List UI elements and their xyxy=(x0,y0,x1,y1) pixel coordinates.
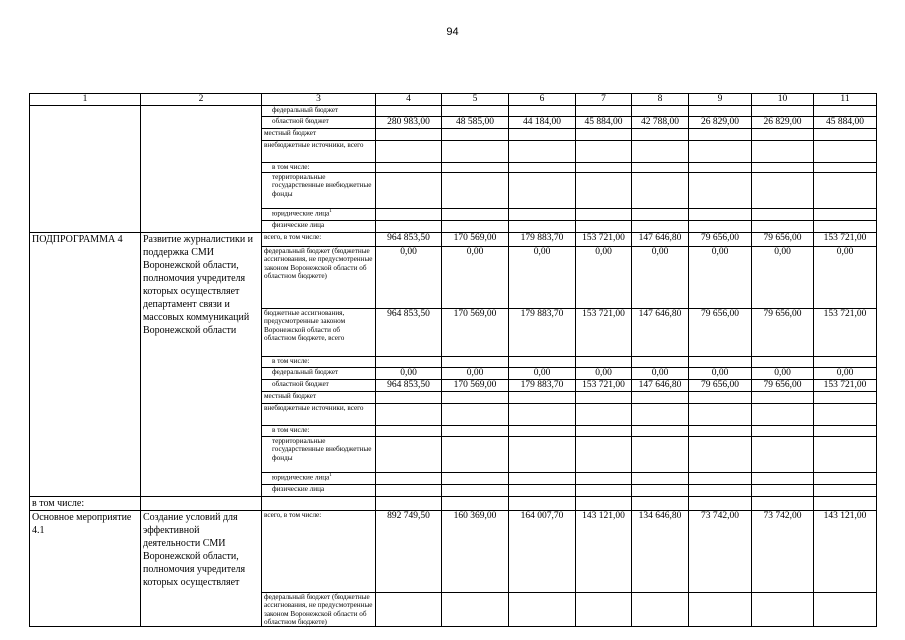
amount-cell: 179 883,70 xyxy=(509,233,576,247)
amount-cell xyxy=(752,437,814,473)
column-header: 8 xyxy=(632,94,689,106)
amount-cell xyxy=(509,485,576,497)
column-header: 6 xyxy=(509,94,576,106)
amount-cell xyxy=(442,392,509,404)
funding-source-label: территориальные государственные внебюджетные фонды xyxy=(272,173,372,198)
amount-cell: 153 721,00 xyxy=(814,380,877,392)
amount-cell xyxy=(576,209,632,221)
amount-cell xyxy=(814,437,877,473)
amount-cell xyxy=(576,473,632,485)
amount-cell xyxy=(814,221,877,233)
amount-cell: 0,00 xyxy=(376,368,442,380)
amount-cell xyxy=(509,357,576,368)
funding-source-label: федеральный бюджет (бюджетные ассигнования, не предусмотренные законом Воронежской области об областном бюджете) xyxy=(264,593,373,626)
amount-cell xyxy=(814,141,877,163)
page-number: 94 xyxy=(446,26,459,38)
amount-cell xyxy=(814,404,877,426)
amount-cell xyxy=(689,392,752,404)
amount-cell xyxy=(576,593,632,627)
amount-cell xyxy=(576,404,632,426)
amount-cell xyxy=(376,357,442,368)
amount-cell xyxy=(814,163,877,173)
amount-cell xyxy=(442,404,509,426)
amount-cell: 153 721,00 xyxy=(576,380,632,392)
funding-source-label: федеральный бюджет xyxy=(272,106,339,114)
amount-cell: 147 646,80 xyxy=(632,380,689,392)
amount-cell xyxy=(689,437,752,473)
amount-cell xyxy=(376,163,442,173)
funding-source-cell xyxy=(262,497,376,511)
amount-cell xyxy=(814,357,877,368)
funding-source-cell xyxy=(262,485,376,497)
amount-cell xyxy=(442,473,509,485)
funding-source-label: в том числе: xyxy=(272,426,310,434)
amount-cell: 0,00 xyxy=(376,247,442,309)
amount-cell xyxy=(376,392,442,404)
amount-cell xyxy=(576,485,632,497)
amount-cell xyxy=(632,497,689,511)
amount-cell xyxy=(632,437,689,473)
amount-cell xyxy=(814,106,877,117)
column-header: 10 xyxy=(752,94,814,106)
amount-cell: 73 742,00 xyxy=(752,511,814,593)
amount-cell: 179 883,70 xyxy=(509,380,576,392)
amount-cell xyxy=(576,221,632,233)
amount-cell: 0,00 xyxy=(442,368,509,380)
funding-source-label: местный бюджет xyxy=(264,129,317,137)
amount-cell xyxy=(689,129,752,141)
amount-cell xyxy=(376,437,442,473)
amount-cell xyxy=(576,392,632,404)
funding-source-cell xyxy=(262,368,376,380)
funding-source-label: юридические лица xyxy=(272,473,330,482)
amount-cell xyxy=(442,129,509,141)
amount-cell xyxy=(689,473,752,485)
column-header: 2 xyxy=(141,94,262,106)
amount-cell: 0,00 xyxy=(752,368,814,380)
amount-cell xyxy=(376,593,442,627)
program-title-cell: Развитие журналистики и поддержка СМИ Воронежской области, полномочия учредителя которых осуществляет департамент связи и массовых коммуникаций Воронежской области xyxy=(141,233,262,497)
amount-cell: 160 369,00 xyxy=(442,511,509,593)
funding-source-label: внебюджетные источники, всего xyxy=(264,404,364,412)
funding-source-cell xyxy=(262,233,376,247)
amount-cell xyxy=(632,173,689,209)
amount-cell: 0,00 xyxy=(632,247,689,309)
amount-cell xyxy=(752,404,814,426)
table-row xyxy=(30,233,877,247)
footnote-marker: 1 xyxy=(329,473,332,478)
amount-cell xyxy=(689,163,752,173)
amount-cell xyxy=(814,129,877,141)
amount-cell xyxy=(752,485,814,497)
program-title-cell xyxy=(141,497,262,511)
funding-source-cell xyxy=(262,437,376,473)
amount-cell: 0,00 xyxy=(752,247,814,309)
funding-source-label: внебюджетные источники, всего xyxy=(264,141,364,149)
amount-cell: 0,00 xyxy=(814,247,877,309)
amount-cell: 48 585,00 xyxy=(442,117,509,129)
amount-cell xyxy=(376,141,442,163)
amount-cell xyxy=(509,221,576,233)
funding-source-label: всего, в том числе: xyxy=(264,233,322,241)
amount-cell xyxy=(509,404,576,426)
amount-cell: 0,00 xyxy=(689,247,752,309)
amount-cell xyxy=(509,437,576,473)
amount-cell xyxy=(689,106,752,117)
amount-cell xyxy=(576,173,632,209)
amount-cell xyxy=(576,357,632,368)
column-header: 11 xyxy=(814,94,877,106)
amount-cell xyxy=(752,163,814,173)
amount-cell: 964 853,50 xyxy=(376,233,442,247)
amount-cell xyxy=(576,106,632,117)
amount-cell xyxy=(442,357,509,368)
amount-cell xyxy=(376,473,442,485)
amount-cell xyxy=(376,173,442,209)
funding-source-cell xyxy=(262,380,376,392)
funding-source-cell xyxy=(262,473,376,485)
amount-cell xyxy=(376,485,442,497)
amount-cell: 0,00 xyxy=(442,247,509,309)
funding-source-cell xyxy=(262,221,376,233)
amount-cell: 0,00 xyxy=(576,247,632,309)
amount-cell: 45 884,00 xyxy=(814,117,877,129)
amount-cell xyxy=(509,106,576,117)
amount-cell xyxy=(752,392,814,404)
amount-cell xyxy=(442,485,509,497)
amount-cell: 79 656,00 xyxy=(752,309,814,357)
amount-cell: 134 646,80 xyxy=(632,511,689,593)
funding-source-cell xyxy=(262,117,376,129)
budget-table xyxy=(29,93,877,627)
column-header: 7 xyxy=(576,94,632,106)
amount-cell xyxy=(376,426,442,437)
amount-cell: 892 749,50 xyxy=(376,511,442,593)
amount-cell: 45 884,00 xyxy=(576,117,632,129)
amount-cell xyxy=(689,357,752,368)
amount-cell xyxy=(752,473,814,485)
amount-cell xyxy=(632,357,689,368)
amount-cell xyxy=(632,485,689,497)
amount-cell xyxy=(752,357,814,368)
funding-source-cell xyxy=(262,247,376,309)
funding-source-label: областной бюджет xyxy=(272,117,329,125)
funding-source-cell xyxy=(262,392,376,404)
amount-cell xyxy=(509,593,576,627)
funding-source-label: физические лица xyxy=(272,221,325,229)
program-name-cell: в том числе: xyxy=(30,497,141,511)
amount-cell xyxy=(442,163,509,173)
amount-cell xyxy=(442,106,509,117)
amount-cell xyxy=(689,221,752,233)
amount-cell xyxy=(632,106,689,117)
amount-cell xyxy=(632,141,689,163)
amount-cell xyxy=(814,497,877,511)
amount-cell: 170 569,00 xyxy=(442,309,509,357)
funding-source-label: всего, в том числе: xyxy=(264,511,322,519)
amount-cell xyxy=(442,221,509,233)
table-row xyxy=(30,511,877,593)
column-number-row xyxy=(30,94,877,106)
amount-cell xyxy=(442,173,509,209)
amount-cell xyxy=(576,426,632,437)
amount-cell: 73 742,00 xyxy=(689,511,752,593)
funding-source-label: областной бюджет xyxy=(272,380,329,388)
amount-cell xyxy=(576,141,632,163)
amount-cell xyxy=(632,426,689,437)
amount-cell: 964 853,50 xyxy=(376,309,442,357)
amount-cell xyxy=(576,497,632,511)
amount-cell: 147 646,80 xyxy=(632,233,689,247)
amount-cell: 143 121,00 xyxy=(576,511,632,593)
column-header: 1 xyxy=(30,94,141,106)
amount-cell xyxy=(632,129,689,141)
funding-source-label: федеральный бюджет xyxy=(272,368,339,376)
program-title-cell: Создание условий для эффективной деятельности СМИ Воронежской области, полномочия учредителя которых осуществляет xyxy=(141,511,262,627)
amount-cell xyxy=(632,163,689,173)
column-header: 9 xyxy=(689,94,752,106)
amount-cell xyxy=(576,437,632,473)
funding-source-cell xyxy=(262,357,376,368)
amount-cell xyxy=(376,129,442,141)
amount-cell xyxy=(689,209,752,221)
amount-cell xyxy=(509,392,576,404)
amount-cell xyxy=(752,129,814,141)
amount-cell: 164 007,70 xyxy=(509,511,576,593)
column-header: 5 xyxy=(442,94,509,106)
amount-cell xyxy=(689,593,752,627)
amount-cell xyxy=(632,473,689,485)
amount-cell: 0,00 xyxy=(509,247,576,309)
amount-cell xyxy=(814,426,877,437)
table-row xyxy=(30,106,877,117)
amount-cell xyxy=(509,209,576,221)
amount-cell xyxy=(752,593,814,627)
amount-cell xyxy=(752,173,814,209)
amount-cell xyxy=(376,106,442,117)
table-row xyxy=(30,497,877,511)
amount-cell xyxy=(442,141,509,163)
amount-cell xyxy=(632,404,689,426)
amount-cell: 0,00 xyxy=(814,368,877,380)
amount-cell xyxy=(442,437,509,473)
amount-cell: 79 656,00 xyxy=(689,380,752,392)
amount-cell xyxy=(509,426,576,437)
amount-cell xyxy=(752,426,814,437)
program-name-cell: ПОДПРОГРАММА 4 xyxy=(30,233,141,497)
amount-cell xyxy=(752,221,814,233)
funding-source-cell xyxy=(262,129,376,141)
program-name-cell: Основное мероприятие 4.1 xyxy=(30,511,141,627)
amount-cell xyxy=(814,593,877,627)
funding-source-cell xyxy=(262,106,376,117)
amount-cell xyxy=(376,497,442,511)
amount-cell xyxy=(376,404,442,426)
amount-cell: 0,00 xyxy=(689,368,752,380)
amount-cell xyxy=(509,473,576,485)
amount-cell xyxy=(689,141,752,163)
amount-cell xyxy=(689,497,752,511)
amount-cell xyxy=(689,173,752,209)
amount-cell xyxy=(376,209,442,221)
amount-cell xyxy=(814,209,877,221)
amount-cell xyxy=(632,392,689,404)
amount-cell xyxy=(509,141,576,163)
amount-cell xyxy=(814,173,877,209)
amount-cell xyxy=(689,404,752,426)
amount-cell xyxy=(752,497,814,511)
amount-cell: 153 721,00 xyxy=(814,309,877,357)
amount-cell: 964 853,50 xyxy=(376,380,442,392)
amount-cell xyxy=(814,473,877,485)
funding-source-cell xyxy=(262,404,376,426)
funding-source-label: территориальные государственные внебюджетные фонды xyxy=(272,437,372,462)
amount-cell xyxy=(814,485,877,497)
funding-source-cell xyxy=(262,593,376,627)
funding-source-cell xyxy=(262,163,376,173)
amount-cell: 153 721,00 xyxy=(814,233,877,247)
funding-source-label: юридические лица xyxy=(272,209,330,218)
amount-cell xyxy=(442,497,509,511)
amount-cell xyxy=(632,209,689,221)
column-header: 4 xyxy=(376,94,442,106)
amount-cell xyxy=(752,141,814,163)
amount-cell xyxy=(442,209,509,221)
funding-source-label: в том числе: xyxy=(272,357,310,365)
footnote-marker: 1 xyxy=(329,209,332,214)
amount-cell xyxy=(509,173,576,209)
amount-cell xyxy=(509,129,576,141)
amount-cell xyxy=(752,209,814,221)
amount-cell xyxy=(576,163,632,173)
funding-source-cell xyxy=(262,426,376,437)
amount-cell xyxy=(689,485,752,497)
column-header: 3 xyxy=(262,94,376,106)
funding-source-cell xyxy=(262,173,376,209)
amount-cell xyxy=(752,106,814,117)
amount-cell xyxy=(689,426,752,437)
amount-cell: 44 184,00 xyxy=(509,117,576,129)
amount-cell: 143 121,00 xyxy=(814,511,877,593)
funding-source-cell xyxy=(262,511,376,593)
amount-cell xyxy=(632,221,689,233)
amount-cell: 0,00 xyxy=(576,368,632,380)
funding-source-cell xyxy=(262,141,376,163)
amount-cell: 0,00 xyxy=(632,368,689,380)
funding-source-label: федеральный бюджет (бюджетные ассигнования, не предусмотренные законом Воронежской области об областном бюджете) xyxy=(264,247,373,280)
program-name-cell xyxy=(30,106,141,233)
amount-cell: 26 829,00 xyxy=(689,117,752,129)
program-title-cell xyxy=(141,106,262,233)
amount-cell: 170 569,00 xyxy=(442,233,509,247)
funding-source-cell xyxy=(262,209,376,221)
amount-cell: 79 656,00 xyxy=(689,309,752,357)
funding-source-label: физические лица xyxy=(272,485,325,493)
amount-cell xyxy=(814,392,877,404)
funding-source-cell xyxy=(262,309,376,357)
amount-cell: 26 829,00 xyxy=(752,117,814,129)
funding-source-label: в том числе: xyxy=(272,163,310,171)
amount-cell: 79 656,00 xyxy=(752,380,814,392)
amount-cell xyxy=(576,129,632,141)
amount-cell xyxy=(376,221,442,233)
amount-cell: 179 883,70 xyxy=(509,309,576,357)
amount-cell xyxy=(632,593,689,627)
amount-cell: 0,00 xyxy=(509,368,576,380)
amount-cell xyxy=(442,593,509,627)
amount-cell xyxy=(509,497,576,511)
amount-cell: 147 646,80 xyxy=(632,309,689,357)
amount-cell: 42 788,00 xyxy=(632,117,689,129)
amount-cell xyxy=(509,163,576,173)
funding-source-label: местный бюджет xyxy=(264,392,317,400)
amount-cell: 79 656,00 xyxy=(752,233,814,247)
amount-cell: 153 721,00 xyxy=(576,309,632,357)
amount-cell: 170 569,00 xyxy=(442,380,509,392)
amount-cell xyxy=(442,426,509,437)
amount-cell: 280 983,00 xyxy=(376,117,442,129)
amount-cell: 153 721,00 xyxy=(576,233,632,247)
funding-source-label: бюджетные ассигнования, предусмотренные законом Воронежской области об областном бюджете, всего xyxy=(264,309,346,342)
amount-cell: 79 656,00 xyxy=(689,233,752,247)
